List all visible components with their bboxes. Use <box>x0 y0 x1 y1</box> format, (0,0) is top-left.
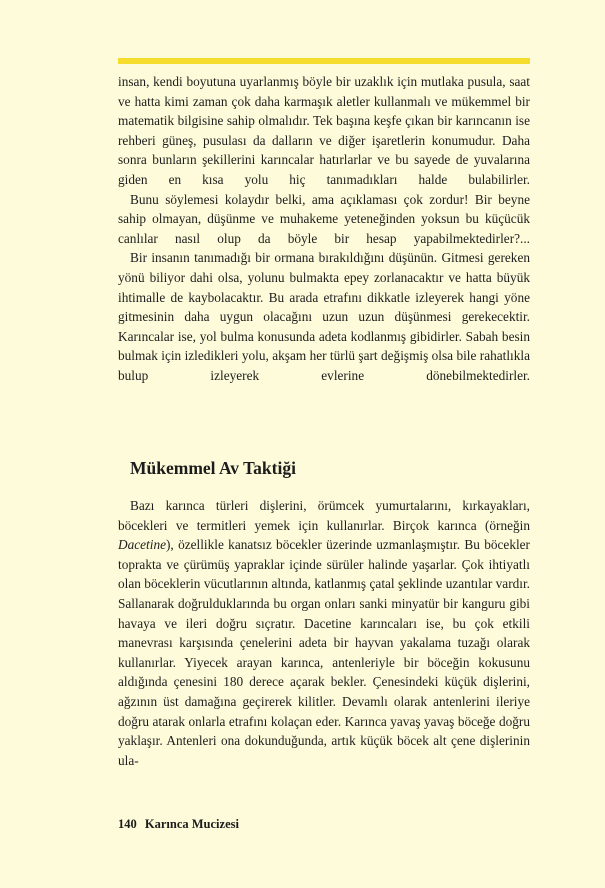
section-heading: Mükemmel Av Taktiği <box>130 458 296 478</box>
paragraph-3-text: Bir insanın tanımadığı bir ormana bırakıldığını düşünün. Gitmesi gereken yönü biliyor dahi olsa, yolunu bulmakta epey zorlanacaktır ve hatta büyük ihtimalle de kaybolacaktır. Bu arada etrafını dikkatle izleyerek hangi yöne gitmesinin daha uygun olacağını uzun uzun düşünmesi gerekecektir. Karıncalar ise, yol bulma konusunda adeta kodlanmış gibidirler. Sabah besin bulmak için izledikleri yolu, akşam her türlü şart değişmiş olsa bile rahatlıkla bulup izleyerek evlerine dönebilmektedirler. <box>118 250 530 383</box>
body-text-top <box>118 72 530 386</box>
paragraph-1-text: insan, kendi boyutuna uyarlanmış böyle bir uzaklık için mutlaka pusula, saat ve hatta kimi zaman çok daha karmaşık aletler kullanmalı ve mükemmel bir matematik bilgisine sahip olmalıdır. Tek başına keşfe çıkan bir karıncanın ise rehberi güneş, pusulası da dalların ve diğer işaretlerin konumudur. Daha sonra bunların şekillerini karıncalar hatırlarlar ve bu sayede de yuvalarına giden en kısa yolu hiç tanımadıkları halde bulabilirler. <box>118 74 530 187</box>
paragraph-3 <box>118 248 530 385</box>
section-paragraph-text-end: ), özellikle kanatsız böcekler üzerinde uzmanlaşmıştır. Bu böcekler toprakta ve çürümüş yapraklar içinde sürüler halinde yaşarlar. Çok ihtiyatlı olan böceklerin vücutlarının altında, katlanmış çatal şeklinde uzantılar vardır. Sallanarak doğrulduklarında bu organ onları sanki minyatür bir kanguru gibi havaya ve ileri doğru sıçratır. Dacetine karıncaları ise, bu çok etkili manevrası karşısında çenelerini adeta bir hayvan yakalama tuzağı olarak kullanırlar. Yiyecek arayan karınca, antenleriyle bir böceğin kokusunu aldığında çenesini 180 derece açarak bekler. Çenesindeki küçük dişlerini, ağzının üst damağına geçirerek kilitler. Devamlı olarak antenlerini ileriye doğru atarak onlarla etrafını kolaçan eder. Karınca yavaş yavaş böceğe doğru yaklaşır. Antenleri ona dokunduğunda, artık küçük böcek alt çene dişlerinin ula- <box>118 537 530 768</box>
top-accent-rule <box>118 58 530 64</box>
section-paragraph <box>118 496 530 770</box>
paragraph-1 <box>118 72 530 190</box>
page-footer <box>118 817 239 832</box>
body-text-section <box>118 496 530 770</box>
page-number: 140 <box>118 817 137 831</box>
species-name-italic: Dacetine <box>118 537 166 553</box>
book-title: Karınca Mucizesi <box>144 817 239 831</box>
paragraph-2 <box>118 190 530 249</box>
section-paragraph-text-start: Bazı karınca türleri dişlerini, örümcek yumurtalarını, kırkayakları, böcekleri ve termitleri yemek için kullanırlar. Birçok karınca (örneğin <box>118 498 530 533</box>
paragraph-2-text: Bunu söylemesi kolaydır belki, ama açıklaması çok zordur! Bir beyne sahip olmayan, düşünme ve muhakeme yeteneğinden yoksun bu küçücük canlılar nasıl olup da böyle bir hesap yapabilmektedirler?... <box>118 191 530 246</box>
